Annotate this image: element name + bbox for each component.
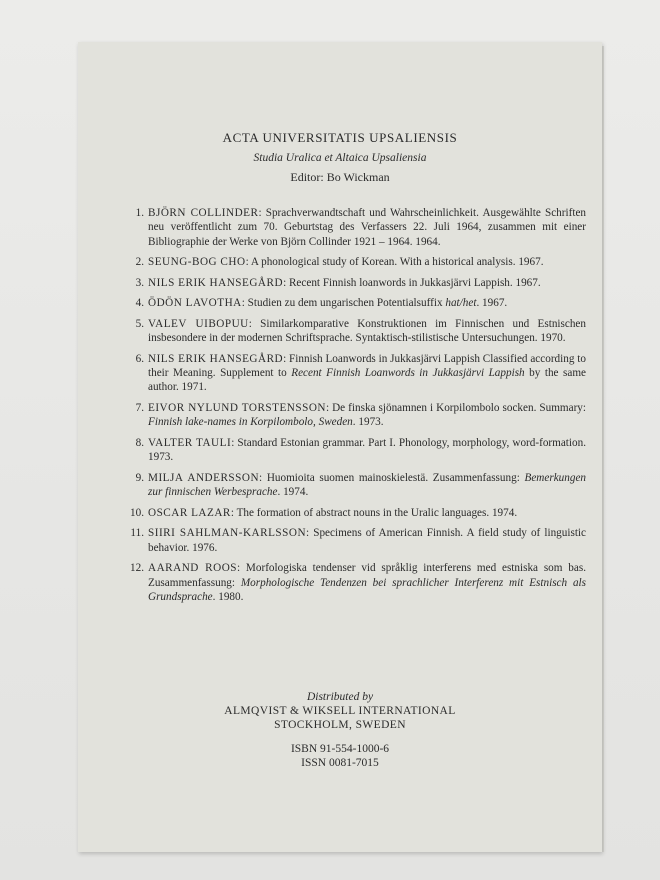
item-text: : The formation of abstract nouns in the Uralic languages. 1974. (230, 506, 518, 519)
item-text: : De finska sjönamnen i Korpilombolo socken. Summary: (325, 402, 586, 415)
list-item (126, 436, 586, 465)
back-cover (78, 42, 602, 852)
item-italic-title: Bemerkungen zur finnischen Werbesprache (148, 471, 587, 499)
item-author: AARAND ROOS (148, 562, 238, 575)
publisher-name: ALMQVIST & WIKSELL INTERNATIONAL (224, 705, 456, 717)
item-text: . 1973. (352, 416, 384, 429)
item-author: MILJA ANDERSSON (148, 471, 260, 484)
issn: ISSN 0081-7015 (301, 757, 379, 769)
item-author: VALTER TAULI (148, 436, 232, 449)
item-text: : Morfologiska tendenser vid språklig interferens med estniska som bas. Zusammenfassung: (148, 562, 586, 589)
item-number: 7. (135, 402, 144, 415)
list-item (126, 352, 586, 395)
item-text: by the same author. 1971. (148, 367, 587, 394)
item-number: 2. (135, 256, 144, 269)
item-number: 9. (135, 471, 144, 484)
list-item (126, 317, 586, 346)
item-author: NILS ERIK HANSEGÅRD (148, 276, 284, 289)
item-author: EIVOR NYLUND TORSTENSSON (148, 402, 326, 415)
publication-list (126, 206, 586, 610)
list-item (126, 471, 586, 500)
series-title: ACTA UNIVERSITATIS UPSALIENSIS (222, 130, 458, 145)
publisher-city: STOCKHOLM, SWEDEN (274, 719, 406, 731)
item-number: 6. (135, 352, 144, 365)
item-author: SIIRI SAHLMAN-KARLSSON (148, 527, 307, 540)
identifier-block (78, 742, 602, 770)
item-text: : Similarkomparative Konstruktionen im Finnischen und Estnischen insbesondere in der modernen Schriftsprache. Syntaktisch-stilistische Untersuchungen. 1970. (148, 317, 586, 345)
item-number: 4. (135, 297, 144, 310)
item-text: . 1967. (476, 297, 508, 310)
item-number: 8. (135, 436, 144, 449)
item-author: BJÖRN COLLINDER (148, 207, 259, 219)
distributed-by: Distributed by (306, 691, 374, 703)
item-author: SEUNG-BOG CHO (148, 256, 246, 269)
item-number: 10. (130, 506, 144, 519)
series-header (78, 130, 602, 185)
item-text: : Studien zu dem ungarischen Potentialsuffix (241, 297, 446, 310)
list-item (126, 401, 586, 430)
list-item (126, 506, 586, 520)
item-text: : Sprachverwandtschaft und Wahrscheinlichkeit. Ausgewählte Schriften neu veröffentlicht zum 70. Geburtstag des Verfassers 22. Juli 1964, zusammen mit einer Bibliographie der Werke von Björn Collinder 1921 – 1964. 1964. (148, 207, 587, 248)
item-author: NILS ERIK HANSEGÅRD (148, 352, 284, 365)
item-text: : Standard Estonian grammar. Part I. Phonology, morphology, word-formation. 1973. (148, 436, 587, 464)
item-text: . 1980. (212, 590, 244, 603)
item-italic-title: hat/het (445, 297, 477, 310)
item-text: : A phonological study of Korean. With a historical analysis. 1967. (245, 256, 544, 269)
series-subtitle: Studia Uralica et Altaica Upsaliensia (253, 152, 427, 164)
isbn: ISBN 91-554-1000-6 (290, 743, 390, 755)
item-italic-title: Finnish lake-names in Korpilombolo, Sweden (148, 416, 353, 429)
list-item (126, 276, 586, 290)
item-author: OSCAR LAZAR (148, 506, 231, 519)
item-number: 1. (135, 207, 144, 219)
series-editor: Editor: Bo Wickman (290, 170, 390, 184)
item-text: : Finnish Loanwords in Jukkasjärvi Lappish Classified according to their Meaning. Supplement to (148, 352, 586, 380)
item-text: . 1974. (277, 486, 309, 499)
item-text: : Recent Finnish loanwords in Jukkasjärvi Lappish. 1967. (283, 276, 541, 289)
item-author: ÖDÖN LAVOTHA (148, 297, 242, 310)
item-number: 3. (135, 276, 144, 289)
list-item (126, 206, 586, 249)
item-number: 11. (130, 527, 144, 540)
item-italic-title: Morphologische Tendenzen bei sprachlicher Interferenz mit Estnisch als Grundsprache (148, 576, 586, 603)
distribution-block (78, 690, 602, 732)
list-item (126, 255, 586, 269)
list-item (126, 526, 586, 555)
item-text: : Specimens of American Finnish. A field study of linguistic behavior. 1976. (148, 527, 586, 554)
item-number: 12. (130, 562, 144, 575)
item-author: VALEV UIBOPUU (148, 317, 249, 330)
list-item (126, 561, 586, 604)
item-number: 5. (135, 317, 144, 330)
item-text: : Huomioita suomen mainoskielestä. Zusammenfassung: (259, 471, 525, 484)
item-italic-title: Recent Finnish Loanwords in Jukkasjärvi Lappish (291, 367, 525, 380)
list-item (126, 296, 586, 310)
